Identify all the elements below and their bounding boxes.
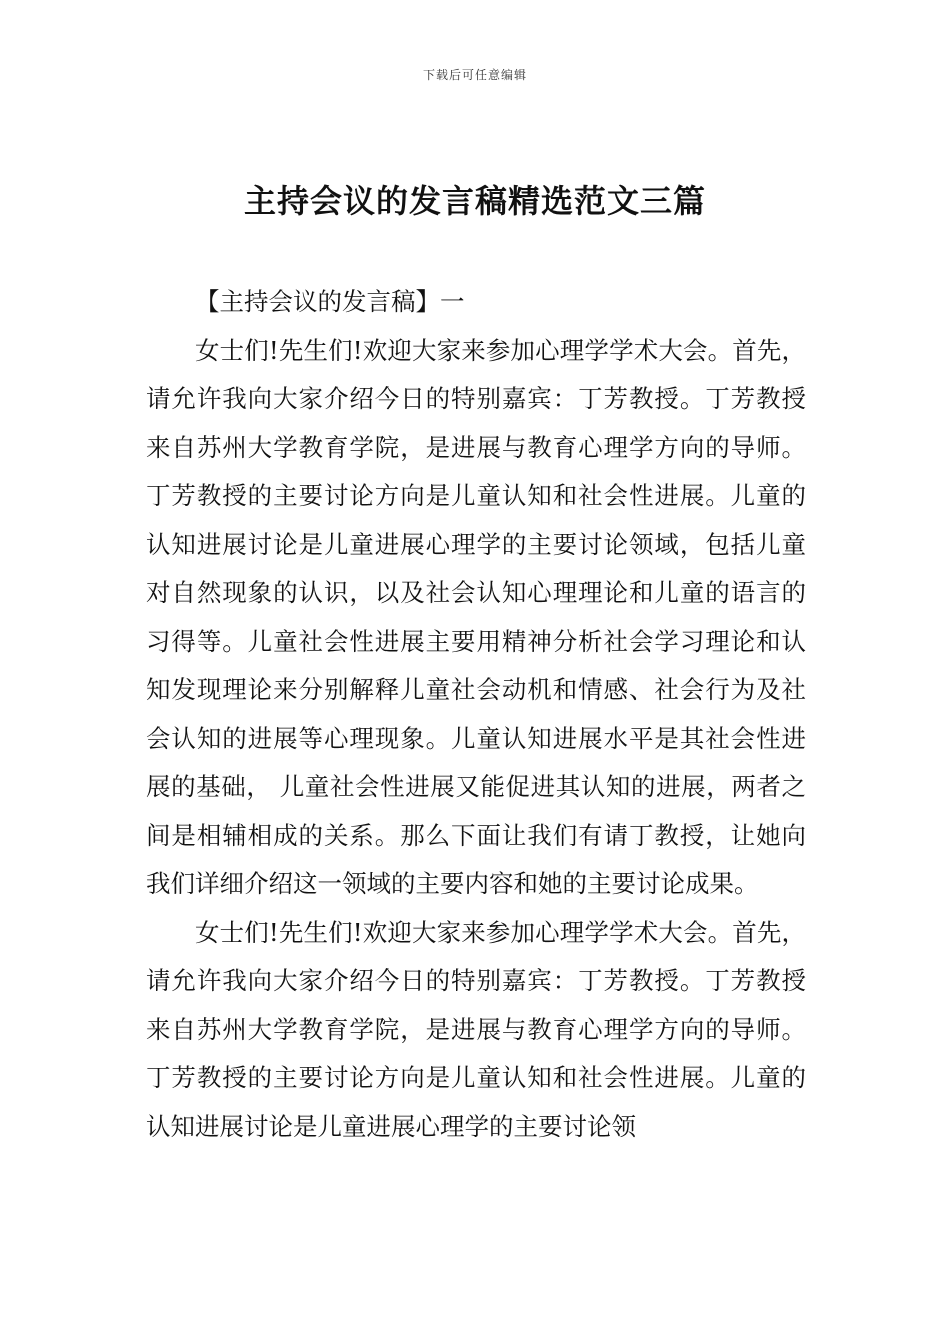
paragraph-2: 女士们!先生们!欢迎大家来参加心理学学术大会。首先，请允许我向大家介绍今日的特别嘉宾：丁芳教授。丁芳教授来自苏州大学教育学院，是进展与教育心理学方向的导师。丁芳教授的主要讨论方向是儿童认知和社会性进展。儿童的认知进展讨论是儿童进展心理学的主要讨论领 [146,917,806,1141]
section-heading: 【主持会议的发言稿】一 [195,287,465,316]
document-title: 主持会议的发言稿精选范文三篇 [243,182,706,220]
page-header-note: 下载后可任意编辑 [422,68,527,82]
document-body [146,278,806,1151]
paragraph-1: 女士们!先生们!欢迎大家来参加心理学学术大会。首先，请允许我向大家介绍今日的特别嘉宾：丁芳教授。丁芳教授来自苏州大学教育学院，是进展与教育心理学方向的导师。丁芳教授的主要讨论方向是儿童认知和社会性进展。儿童的认知进展讨论是儿童进展心理学的主要讨论领域，包括儿童对自然现象的认识，以及社会认知心理理论和儿童的语言的习得等。儿童社会性进展主要用精神分析社会学习理论和认知发现理论来分别解释儿童社会动机和情感、社会行为及社会认知的进展等心理现象。儿童认知进展水平是其社会性进展的基础， 儿童社会性进展又能促进其认知的进展，两者之间是相辅相成的关系。那么下面让我们有请丁教授，让她向我们详细介绍这一领域的主要内容和她的主要讨论成果。 [146,335,806,898]
